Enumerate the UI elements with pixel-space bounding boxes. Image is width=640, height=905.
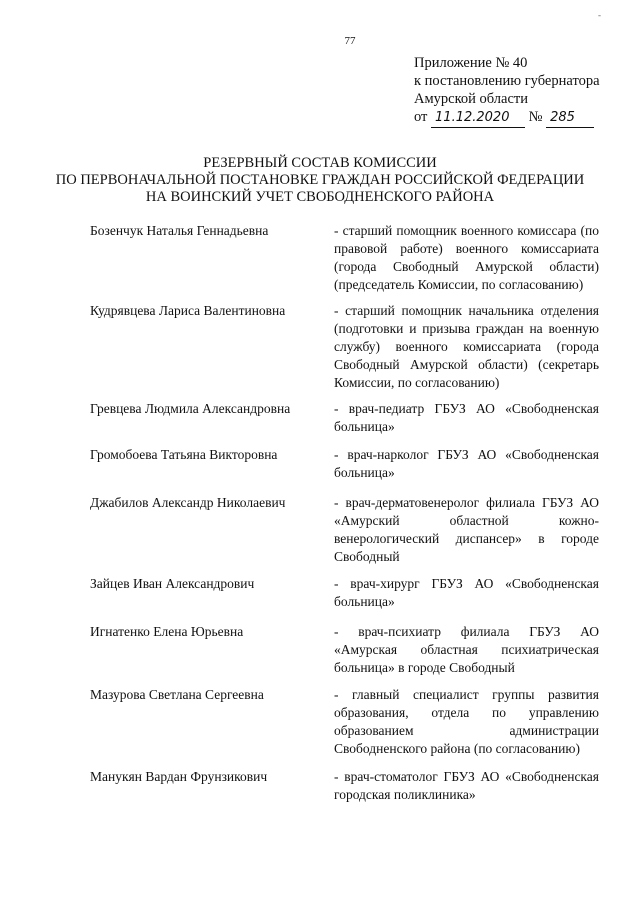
member-name: Кудрявцева Лариса Валентиновна [90,303,286,318]
appendix-line-2: к постановлению губернатора [414,73,600,89]
corner-mark: - [598,10,601,20]
appendix-block [414,54,600,128]
member-role: - врач-нарколог ГБУЗ АО «Свободненская больница» [334,447,599,480]
date-prefix: от [414,109,428,125]
member-role: - врач-стоматолог ГБУЗ АО «Свободненская городская поликлиника» [334,769,599,802]
number-prefix: № [528,109,543,125]
member-role: - главный специалист группы развития образования, отдела по управлению образованием администрации Свободненского района (по согласованию) [334,687,599,756]
page-number: 77 [344,35,356,47]
handwritten-date: 11.12.2020 [431,109,525,128]
member-role: - старший помощник военного комиссара (по правовой работе) военного комиссариата (города Свободный Амурской области) (председатель Комиссии, по согласованию) [334,223,599,292]
title-line-1: РЕЗЕРВНЫЙ СОСТАВ КОМИССИИ [203,155,437,171]
member-name: Гревцева Людмила Александровна [90,401,291,416]
appendix-date-line [414,108,600,128]
member-name: Игнатенко Елена Юрьевна [90,624,244,639]
member-name: Манукян Вардан Фрунзикович [90,769,268,784]
member-role: - врач-дерматовенеролог филиала ГБУЗ АО «Амурский областной кожно-венерологический диспансер» в городе Свободный [334,495,599,564]
member-role: - врач-хирург ГБУЗ АО «Свободненская больница» [334,576,599,609]
member-role: - врач-педиатр ГБУЗ АО «Свободненская больница» [334,401,599,434]
title-line-2: ПО ПЕРВОНАЧАЛЬНОЙ ПОСТАНОВКЕ ГРАЖДАН РОССИЙСКОЙ ФЕДЕРАЦИИ [55,172,585,188]
handwritten-number: 285 [546,109,594,128]
appendix-line-1: Приложение № 40 [414,55,528,71]
member-role: - старший помощник начальника отделения (подготовки и призыва граждан на военную службу) военного комиссариата (города Свободный Амурской области) (секретарь Комиссии, по согласованию) [334,303,599,390]
member-name: Зайцев Иван Александрович [90,576,255,591]
member-name: Джабилов Александр Николаевич [90,495,286,510]
member-role: - врач-психиатр филиала ГБУЗ АО «Амурская областная психиатрическая больница» в городе Свободный [334,624,599,675]
document-title [0,155,640,206]
appendix-line-3: Амурской области [414,91,528,107]
member-name: Бозенчук Наталья Геннадьевна [90,223,269,238]
member-name: Громобоева Татьяна Викторовна [90,447,278,462]
title-line-3: НА ВОИНСКИЙ УЧЕТ СВОБОДНЕНСКОГО РАЙОНА [145,189,495,205]
member-name: Мазурова Светлана Сергеевна [90,687,264,702]
